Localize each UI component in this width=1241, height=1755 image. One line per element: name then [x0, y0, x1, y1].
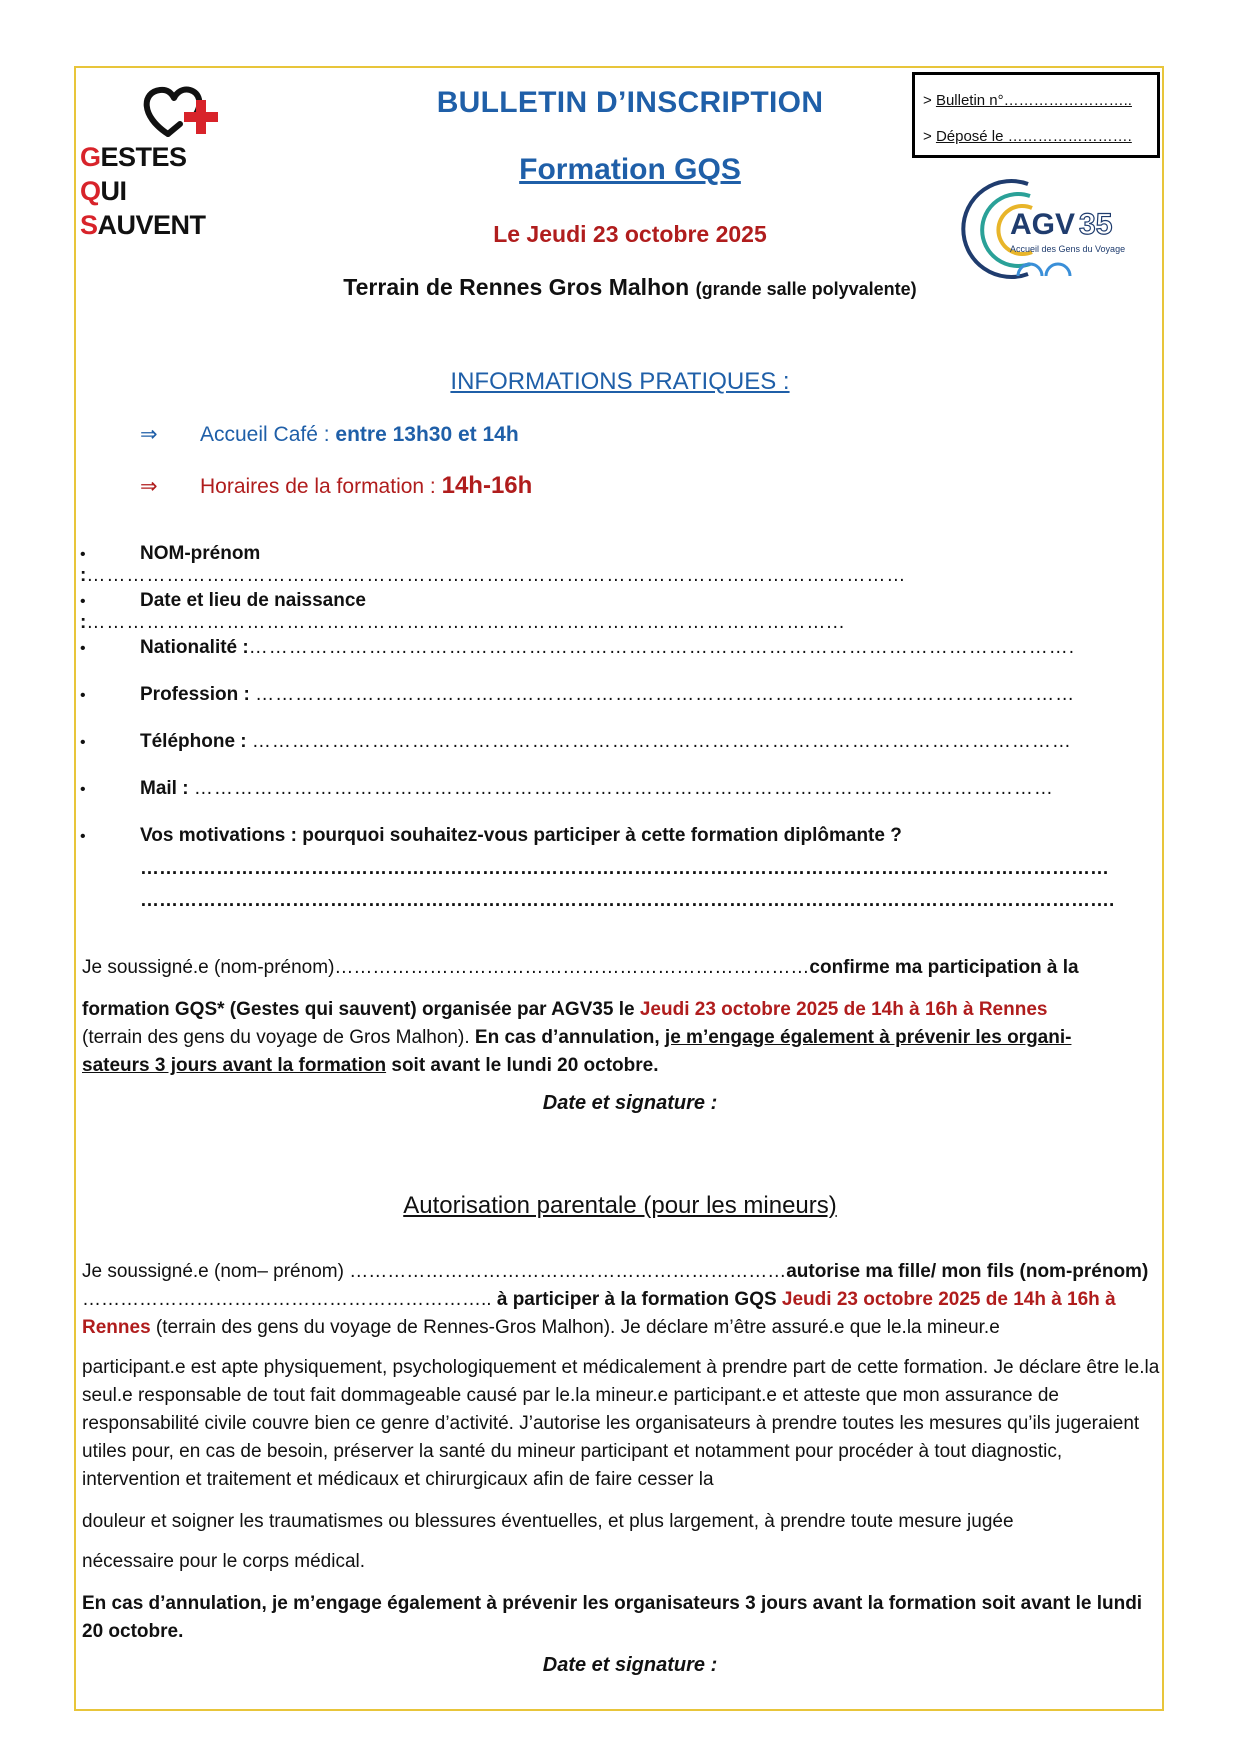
- heart-cross-icon: [80, 78, 230, 140]
- field-mail[interactable]: • Mail : …………………………………………………………………………………………………………………: [80, 778, 1054, 799]
- parental-line-3: Rennes (terrain des gens du voyage de Rennes-Gros Malhon). Je déclare m’être assuré.e que le.la mineur.e: [82, 1317, 1000, 1338]
- field-date-lieu-naissance[interactable]: • Date et lieu de naissance :…………………………………………………………………………………………………...: [80, 590, 846, 633]
- parental-signature-label: Date et signature :: [542, 1654, 718, 1676]
- motivation-line-1[interactable]: ………………………………………………………………………………………………………………………………………: [140, 858, 1109, 879]
- logo-line-sauvent: SAUVENT: [80, 210, 206, 240]
- horaires-value: 14h-16h: [441, 472, 533, 499]
- parental-body-3: nécessaire pour le corps médical.: [82, 1551, 366, 1572]
- deposit-date: > Déposé le …………………….: [923, 128, 1132, 145]
- parental-body-2: douleur et soigner les traumatismes ou blessures éventuelles, et plus largement, à prendre toute mesure jugée: [82, 1511, 1014, 1532]
- arrow-icon: ⇒: [140, 423, 158, 446]
- agv35-logo: [958, 176, 1128, 286]
- page-title: BULLETIN D’INSCRIPTION: [436, 86, 824, 119]
- horaires-label: Horaires de la formation :: [200, 475, 442, 498]
- accueil-row: [140, 422, 519, 447]
- gestes-qui-sauvent-logo: [80, 78, 230, 248]
- reference-box: [912, 72, 1160, 158]
- confirmation-line-1: Je soussigné.e (nom-prénom)…………………………………………………………………confirme ma participation à la: [82, 957, 1079, 978]
- parental-line-1: Je soussigné.e (nom– prénom) ……………………………………………………………autorise ma fille/ mon fils (nom-prénom): [82, 1261, 1149, 1282]
- parental-cancel-notice: En cas d’annulation, je m’engage également à prévenir les organisateurs 3 jours avant la formation soit avant le lundi 20 octobre.: [82, 1593, 1143, 1642]
- event-place-detail: (grande salle polyvalente): [695, 279, 917, 299]
- parental-section-title: Autorisation parentale (pour les mineurs): [403, 1192, 837, 1219]
- arrow-icon: ⇒: [140, 475, 158, 498]
- event-date: Le Jeudi 23 octobre 2025: [493, 221, 767, 247]
- field-telephone[interactable]: • Téléphone : ……………………………………………………………………………………………………………: [80, 731, 1072, 752]
- signature-label: Date et signature :: [542, 1092, 718, 1114]
- confirmation-line-4: sateurs 3 jours avant la formation soit avant le lundi 20 octobre.: [82, 1055, 659, 1076]
- info-section-title: INFORMATIONS PRATIQUES :: [450, 368, 790, 395]
- confirmation-line-2: formation GQS* (Gestes qui sauvent) organisée par AGV35 le Jeudi 23 octobre 2025 de 14h à 16h à Rennes: [82, 999, 1048, 1020]
- logo-line-qui: QUI: [80, 176, 127, 206]
- field-nom-prenom[interactable]: • NOM-prénom :……………………………………………………………………………………………………………: [80, 543, 907, 586]
- horaires-row: [140, 472, 532, 500]
- agv-tagline: Accueil des Gens du Voyage: [1010, 244, 1126, 254]
- logo-line-gestes: GESTES: [80, 142, 187, 172]
- field-nationalite[interactable]: • Nationalité :…………………………………………………………………………………………………………….: [80, 637, 1076, 658]
- field-motivations: • Vos motivations : pourquoi souhaitez-vous participer à cette formation diplômante ?: [80, 825, 902, 846]
- motivation-line-2[interactable]: ……………………………………………………………………………………………………………………………………….: [140, 890, 1115, 911]
- page-subtitle: Formation GQS: [519, 153, 741, 186]
- event-place-main: Terrain de Rennes Gros Malhon: [343, 274, 690, 300]
- field-profession[interactable]: • Profession : ……………………………………………………………………………………………………………: [80, 684, 1076, 705]
- bulletin-number: > Bulletin n°……………………..: [923, 92, 1132, 109]
- confirmation-line-3: (terrain des gens du voyage de Gros Malhon). En cas d’annulation, je m’engage également à prévenir les organi-: [82, 1027, 1072, 1048]
- event-place: [200, 274, 1060, 301]
- parental-line-2: ……………………………………………………….. à participer à la formation GQS Jeudi 23 octobre 2025 de 14h à 16h à: [82, 1289, 1116, 1310]
- accueil-value: entre 13h30 et 14h: [335, 423, 519, 446]
- accueil-label: Accueil Café :: [200, 423, 336, 446]
- parental-body: participant.e est apte physiquement, psychologiquement et médicalement à prendre part de cette formation. Je déclare être le.la seul.e responsable de tout fait dommageable causé par le.la mineur.e participant.e et atteste que mon assurance de responsabilité civile couvre bien ce genre d’activité. J’autorise les organisateurs à prendre toutes les mesures qu’ils jugeraient utiles pour, en cas de besoin, préserver la santé du mineur participant et notamment pour procéder à tout diagnostic, intervention et traitement et médicaux et chirurgicaux afin de faire cesser la: [82, 1357, 1160, 1490]
- agv-name: AGV 35: [1010, 208, 1113, 241]
